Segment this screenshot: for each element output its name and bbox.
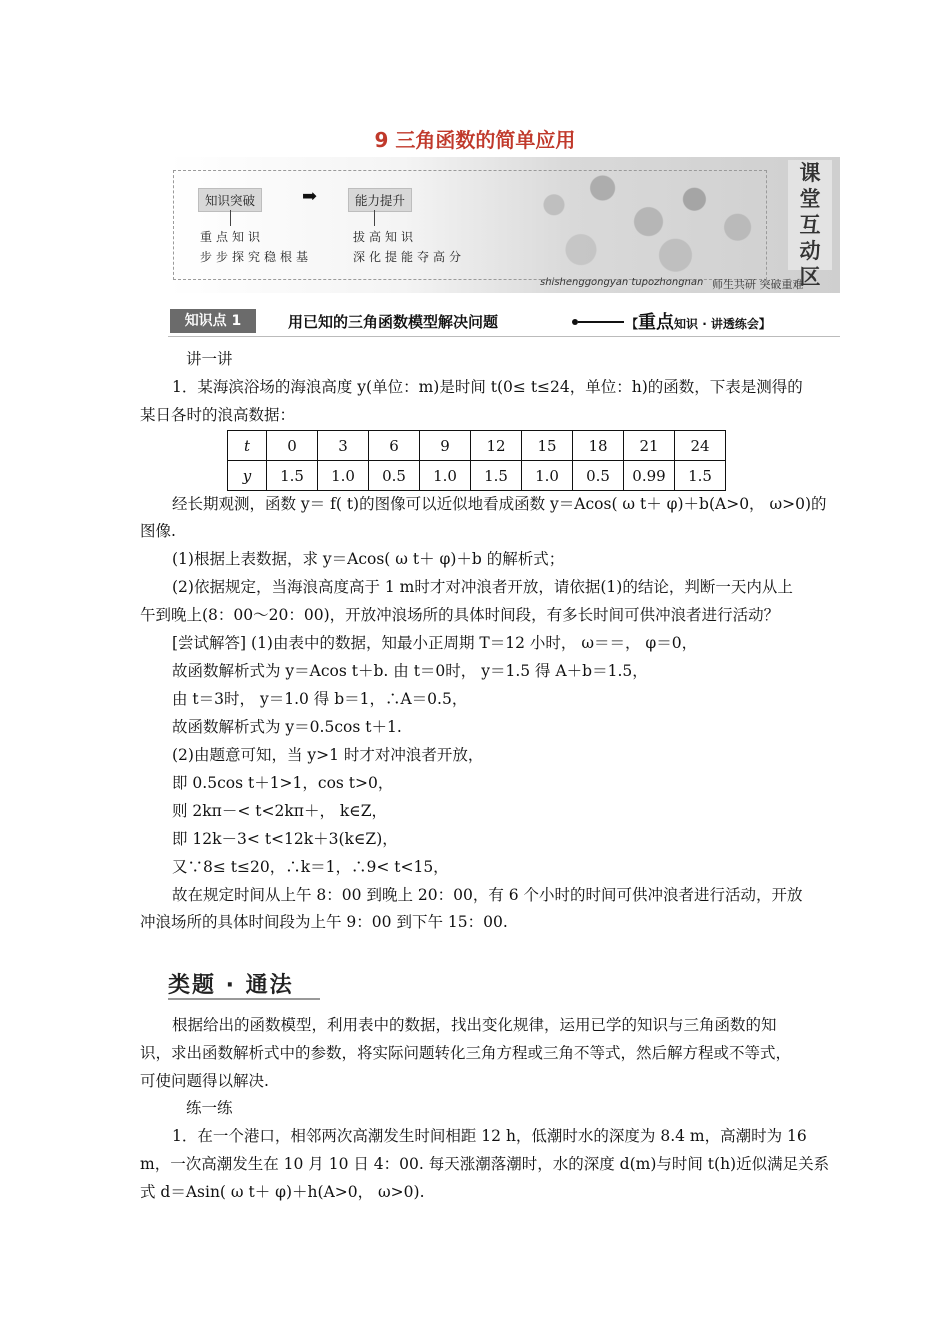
subheading-practice: 练一练 — [186, 1099, 233, 1117]
table-cell: 24 — [675, 431, 726, 461]
table-cell: 12 — [471, 431, 522, 461]
text-line: 故函数解析式为 y＝0.5cos t＋1. — [172, 718, 402, 736]
table-cell: 1.5 — [675, 461, 726, 491]
text-line: 午到晚上(8：00～20：00)，开放冲浪场所的具体时间段，有多长时间可供冲浪者进行活动？ — [140, 606, 780, 624]
classroom-char-1: 课 — [799, 161, 821, 185]
text-line: 故函数解析式为 y＝Acos t＋b. 由 t＝0时， y＝1.5 得 A＋b＝1.5， — [172, 662, 648, 680]
table-cell: 0 — [267, 431, 318, 461]
table-cell: 9 — [420, 431, 471, 461]
page-title: 9 三角函数的简单应用 — [374, 128, 576, 152]
text-line: (2)由题意可知，当 y>1 时才对冲浪者开放， — [172, 746, 484, 764]
table-cell: 3 — [318, 431, 369, 461]
table-cell: 0.5 — [369, 461, 420, 491]
text-line: 识，求出函数解析式中的参数，将实际问题转化三角方程或三角不等式，然后解方程或不等式， — [140, 1044, 792, 1062]
table-header-cell: t — [228, 431, 267, 461]
table-header-cell: y — [228, 461, 267, 491]
banner-left-line1: 重点知识 — [200, 230, 265, 244]
method-heading: 类题 · 通法 — [168, 973, 294, 998]
text-line: 即 12k－3< t<12k＋3(k∈Z)， — [172, 830, 398, 848]
text-line: 又∵8≤ t≤20，∴k＝1，∴9< t<15， — [172, 858, 449, 876]
text-line: 根据给出的函数模型，利用表中的数据，找出变化规律，运用已学的知识与三角函数的知 — [172, 1016, 777, 1034]
banner-left-line2: 步步探究稳根基 — [200, 250, 313, 264]
text-line: 即 0.5cos t＋1>1，cos t>0， — [172, 774, 394, 792]
classroom-label — [788, 160, 832, 289]
classroom-char-5: 区 — [799, 265, 821, 289]
connector-line-right — [374, 210, 375, 226]
table-cell: 1.0 — [420, 461, 471, 491]
banner-pinyin: shishenggongyan tupozhongnan — [540, 277, 704, 288]
text-line: m，一次高潮发生在 10 月 10 日 4：00. 每天涨潮落潮时，水的深度 d(m)与时间 t(h)近似满足关系 — [140, 1155, 830, 1173]
text-line: 由 t＝3时， y＝1.0 得 b＝1，∴A＝0.5， — [172, 690, 468, 708]
table-cell: 6 — [369, 431, 420, 461]
table-row-y — [228, 461, 726, 491]
text-line: 可使问题得以解决. — [140, 1072, 269, 1090]
table-cell: 1.5 — [471, 461, 522, 491]
data-table — [227, 430, 726, 491]
section-key-label: 【重点知识 · 讲透练会】 — [626, 312, 771, 333]
table-cell: 1.0 — [318, 461, 369, 491]
tag-ability-improvement: 能力提升 — [348, 188, 412, 212]
text-line: (1)根据上表数据，求 y＝Acos( ω t＋ φ)＋b 的解析式； — [172, 550, 565, 568]
connector-line-left — [230, 210, 231, 226]
banner-right-line1: 拔高知识 — [353, 230, 418, 244]
subheading-explain: 讲一讲 — [186, 350, 233, 368]
section-tag: 知识点 1 — [170, 309, 256, 333]
text-line: [尝试解答] (1)由表中的数据，知最小正周期 T＝12 小时， ω＝＝， φ＝0， — [172, 634, 698, 652]
text-line: 则 2kπ－< t<2kπ＋， k∈Z， — [172, 802, 388, 820]
classroom-char-2: 堂 — [799, 187, 821, 211]
method-heading-underline — [168, 998, 320, 1000]
classroom-char-3: 互 — [799, 213, 821, 237]
banner-right-line2: 深化提能夺高分 — [353, 250, 466, 264]
text-line: 式 d＝Asin( ω t＋ φ)＋h(A>0， ω>0). — [140, 1183, 425, 1201]
table-cell: 0.99 — [624, 461, 675, 491]
text-line: 故在规定时间从上午 8：00 到晚上 20：00，有 6 个小时的时间可供冲浪者进行活动，开放 — [172, 886, 803, 904]
table-row-t — [228, 431, 726, 461]
table-cell: 0.5 — [573, 461, 624, 491]
text-line: 某日各时的浪高数据： — [140, 406, 296, 424]
classroom-char-4: 动 — [799, 239, 821, 263]
text-line: 图像. — [140, 522, 176, 540]
text-line: (2)依据规定，当海浪高度高于 1 m时才对冲浪者开放，请依据(1)的结论，判断一天内从上 — [172, 578, 793, 596]
table-cell: 21 — [624, 431, 675, 461]
text-line: 1．在一个港口，相邻两次高潮发生时间相距 12 h，低潮时水的深度为 8.4 m，高潮时为 16 — [172, 1127, 807, 1145]
text-line: 冲浪场所的具体时间段为上午 9：00 到下午 15：00. — [140, 913, 508, 931]
section-connector-line — [578, 321, 624, 323]
text-line: 1．某海滨浴场的海浪高度 y(单位：m)是时间 t(0≤ t≤24，单位：h)的函数，下表是测得的 — [172, 378, 803, 396]
text-line: 经长期观测，函数 y＝ f( t)的图像可以近似地看成函数 y＝Acos( ω t＋ φ)＋b(A>0， ω>0)的 — [172, 495, 827, 513]
table-cell: 1.0 — [522, 461, 573, 491]
arrow-right-icon: ➡ — [302, 186, 318, 207]
table-cell: 1.5 — [267, 461, 318, 491]
tag-knowledge-breakthrough: 知识突破 — [198, 188, 262, 212]
table-cell: 15 — [522, 431, 573, 461]
section-title: 用已知的三角函数模型解决问题 — [288, 313, 499, 331]
table-cell: 18 — [573, 431, 624, 461]
banner-motto: 师生共研 突破重难 — [712, 278, 804, 291]
